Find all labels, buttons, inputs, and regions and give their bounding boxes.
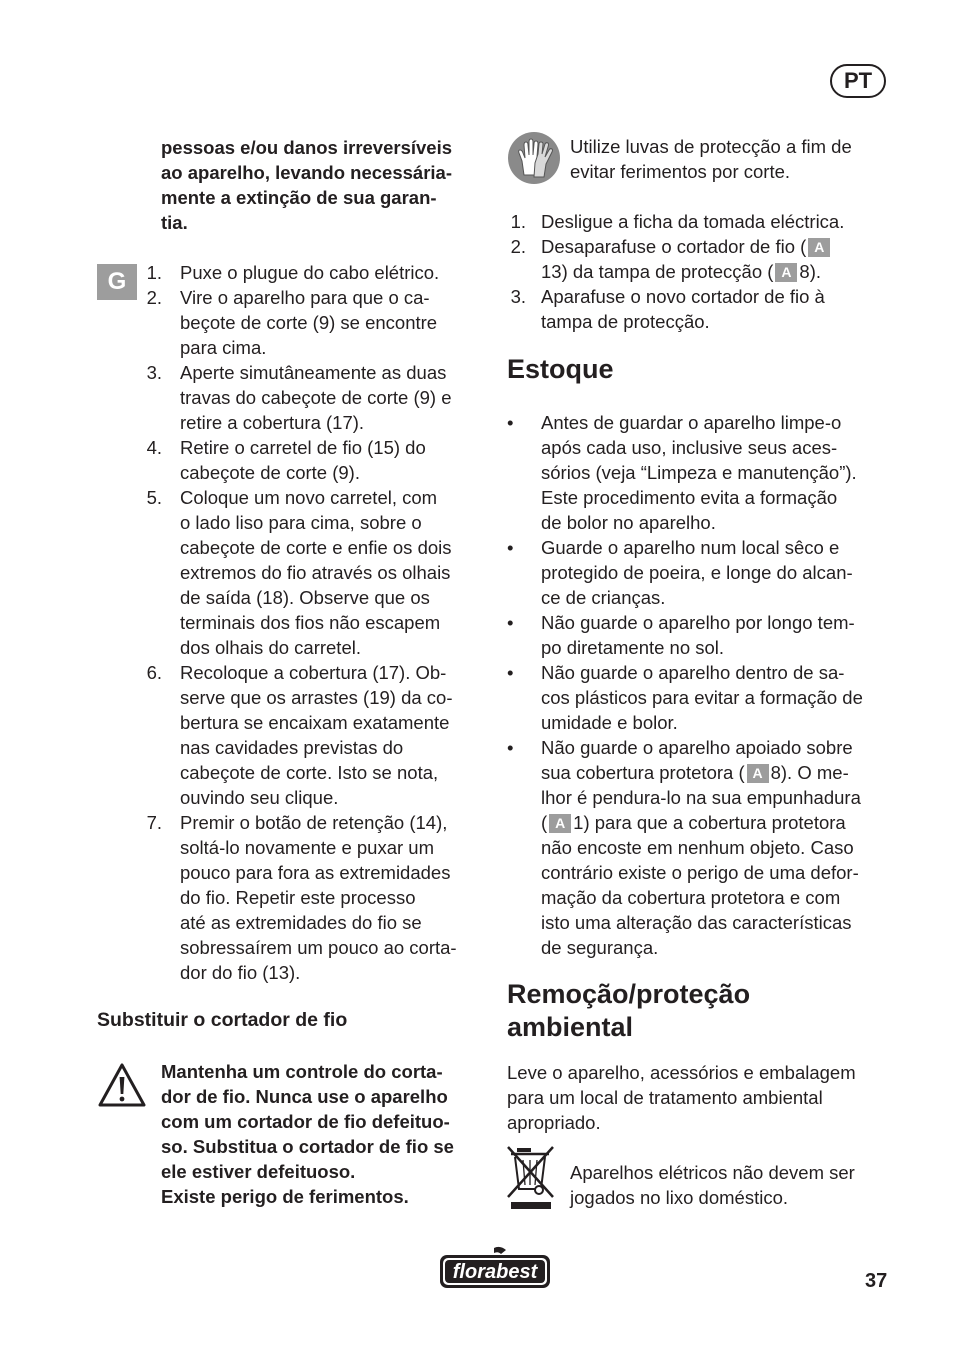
step-text: Desligue a ficha da tomada eléctrica. [541,211,845,232]
bullet: • [507,737,514,758]
logo-wordmark: florabest [452,1261,538,1283]
step-text: Aperte simutâneamente as duas travas do cabeçote de corte (9) e retire a cobertura (17). [180,362,452,433]
step-number: 4. [146,437,162,458]
step-number: 6. [146,662,162,683]
step-number: 1. [510,211,526,232]
step-text: Premir o botão de retenção (14), soltá-lo novamente e puxar um pouco para fora as extremidades do fio. Repetir este processo até as extremidades do fio se sobressaírem um pouco ao corta- dor do fio (13). [180,812,457,983]
page-number: 37 [865,1270,888,1292]
step-number: 3. [146,362,162,383]
section-marker-g: G [97,264,137,300]
figure-ref-badge: A [775,263,797,282]
figure-ref-badge: A [808,238,830,257]
storage-bullets [0,410,954,965]
crossed-bin-icon [505,1145,557,1211]
replace-cutter-steps [504,209,904,339]
bullet: • [507,662,514,683]
gloves-note: Utilize luvas de protecção a fim de evitar ferimentos por corte. [570,136,852,182]
step-text: Retire o carretel de fio (15) do cabeçote de corte (9). [180,437,426,483]
gloves-icon [507,131,561,185]
step-number: 3. [510,286,526,307]
heading-storage: Estoque [507,354,614,384]
warning-continuation: pessoas e/ou danos irreversíveis ao aparelho, levando necessária- mente a extinção de sua garan- tia. [161,137,453,233]
bullet: • [507,412,514,433]
figure-ref-badge: A [747,764,769,783]
figure-ref-badge: A [549,814,571,833]
step-text: Aparafuse o novo cortador de fio à tampa de protecção. [541,286,825,332]
storage-item: Não guarde o aparelho por longo tem- po diretamente no sol. [541,612,855,658]
step-number: 2. [146,287,162,308]
step-text: Desaparafuse o cortador de fio ( A 13) da tampa de protecção ( A 8). [541,234,832,284]
heading-disposal: Remoção/proteção ambiental [507,979,751,1042]
bin-note: Aparelhos elétricos não devem ser jogados no lixo doméstico. [570,1162,855,1208]
storage-item: Guarde o aparelho num local sêco e protegido de poeira, e longe do alcan- ce de crianças. [541,537,853,608]
disposal-text: Leve o aparelho, acessórios e embalagem para um local de tratamento ambiental apropriado. [507,1062,856,1133]
subheading-replace-cutter: Substituir o cortador de fio [97,1009,348,1031]
step-text: Vire o aparelho para que o ca- beçote de corte (9) se encontre para cima. [180,287,438,358]
step-number: 5. [146,487,162,508]
florabest-logo [438,1246,552,1290]
step-text: Coloque um novo carretel, com o lado liso para cima, sobre o cabeçote de corte e enfie os dois extremos do fio através os olhais de saída (18). Observe que os terminais dos fios não escapem dos olhais do carretel. [180,487,452,658]
cutter-warning: Mantenha um controle do corta- dor de fio. Nunca use o aparelho com um cortador de fio defeituo- so. Substitua o cortador de fio se ele estiver defeituoso. Existe perigo de ferimentos. [161,1061,454,1207]
step-number: 7. [146,812,162,833]
warning-triangle-icon [97,1062,147,1108]
step-text: Recoloque a cobertura (17). Ob- serve que os arrastes (19) da co- bertura se encaixam exatamente nas cavidades previstas do cabeçote de corte. Isto se nota, ouvindo seu clique. [180,662,453,808]
storage-item: Antes de guardar o aparelho limpe-o após cada uso, inclusive seus aces- sórios (veja “Limpeza e manutenção”). Este procedimento evita a formação de bolor no aparelho. [541,412,857,533]
bullet: • [507,612,514,633]
step-number: 1. [146,262,162,283]
language-badge: PT [830,64,886,98]
bullet: • [507,537,514,558]
step-number: 2. [510,236,526,257]
step-text: Puxe o plugue do cabo elétrico. [180,262,440,283]
storage-item: Não guarde o aparelho apoiado sobre sua cobertura protetora ( A 8). O me- lhor é pendura-lo na sua empunhadura ( A 1) para que a cobertura protetora não encoste em nenhum objeto. Caso contrário existe o perigo de uma defor- mação da cobertura protetora e com isto uma alteração das características de segurança. [541,737,861,958]
storage-item: Não guarde o aparelho dentro de sa- cos plásticos para evitar a formação de umidade e bolor. [541,662,863,733]
